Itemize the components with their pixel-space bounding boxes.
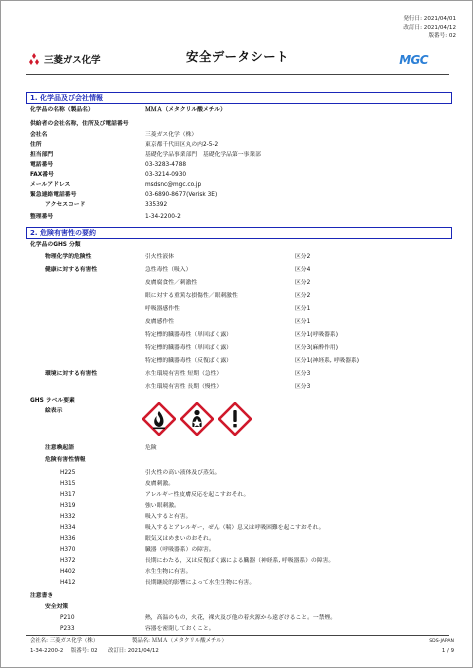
- classification-hazard: 急性毒性（吸入）: [145, 267, 192, 273]
- footer-reference: 1-34-2200-2: [30, 648, 64, 654]
- header-rule: [26, 74, 449, 75]
- hazard-code: H315: [60, 481, 76, 487]
- address-label: 住所: [30, 142, 42, 148]
- classification-category: 区分3: [295, 371, 311, 377]
- hazard-text: 水生生物に有害。: [145, 569, 192, 575]
- safety-measures-label: 安全対策: [45, 604, 69, 610]
- hazard-code: H336: [60, 536, 76, 542]
- logo-text: 三菱ガス化学: [44, 55, 101, 66]
- footer-company: 会社名: 三菱ガス化学（株）: [30, 638, 99, 644]
- classification-hazard: 眼に対する重篤な損傷性／眼刺激性: [145, 293, 238, 299]
- classification-hazard: 水生環境有害性 長期（慢性）: [145, 384, 223, 390]
- phone-label: 電話番号: [30, 162, 54, 168]
- precaution-code: P233: [60, 626, 75, 632]
- revision-date: 改訂日: 2021/04/12: [403, 24, 456, 31]
- hazard-text: 吸入するとアレルギー，ぜん（喘）息又は呼吸困難を起こすおそれ。: [145, 525, 325, 531]
- physical-hazard-group: 物理化学的危険性: [45, 254, 92, 260]
- hazard-code: H334: [60, 525, 76, 531]
- classification-hazard: 呼吸器感作性: [145, 306, 180, 312]
- address-value: 東京都千代田区丸の内2-5-2: [145, 142, 219, 148]
- ghs-classification-heading: 化学品のGHS 分類: [30, 242, 81, 248]
- reference-value: 1-34-2200-2: [145, 214, 181, 220]
- classification-category: 区分3(麻酔作用): [295, 345, 338, 351]
- hazard-code: H225: [60, 470, 76, 476]
- page-number: 1 / 9: [441, 648, 454, 654]
- issue-date: 発行日: 2021/04/01: [403, 16, 456, 22]
- classification-category: 区分1: [295, 306, 311, 312]
- document-title: 安全データシート: [185, 49, 290, 64]
- classification-category: 区分4: [295, 267, 311, 273]
- emergency-phone-value: 03-6890-8677(Verisk 3E): [145, 192, 218, 198]
- hazard-text: 臓器（呼吸器系）の障害。: [145, 547, 215, 553]
- classification-hazard: 皮膚感作性: [145, 319, 174, 325]
- health-hazard-pictogram-icon: [180, 402, 214, 436]
- signal-word-label: 注意喚起語: [45, 445, 74, 451]
- flame-pictogram-icon: [142, 402, 176, 436]
- classification-hazard: 特定標的臓器毒性（単回ばく露）: [145, 332, 232, 338]
- classification-hazard: 特定標的臓器毒性（反復ばく露）: [145, 358, 232, 364]
- reference-label: 整理番号: [30, 214, 54, 220]
- supplier-label: 供給者の会社名称，住所及び電話番号: [30, 121, 129, 127]
- hazard-code: H372: [60, 558, 76, 564]
- classification-category: 区分3: [295, 384, 311, 390]
- department-value: 基礎化学品事業部門 基礎化学品第一事業部: [145, 152, 261, 158]
- hazard-code: H370: [60, 547, 76, 553]
- classification-category: 区分2: [295, 254, 311, 260]
- access-code-value: 335392: [145, 202, 168, 208]
- precaution-text: 容器を密閉しておくこと。: [145, 626, 215, 632]
- email-label: メールアドレス: [30, 182, 71, 188]
- hazard-text: 眠気又はめまいのおそれ。: [145, 536, 215, 542]
- classification-category: 区分1(呼吸器系): [295, 332, 338, 338]
- hazard-code: H317: [60, 492, 76, 498]
- hazard-text: 強い眼刺激。: [145, 503, 180, 509]
- footer-rule: [26, 635, 449, 636]
- exclamation-pictogram-icon: [218, 402, 252, 436]
- hazard-code: H319: [60, 503, 76, 509]
- hazard-code: H332: [60, 514, 76, 520]
- email-value[interactable]: msdsnc@mgc.co.jp: [145, 182, 202, 188]
- environmental-hazard-group: 環境に対する有害性: [45, 371, 98, 377]
- fax-label: FAX番号: [30, 172, 54, 178]
- precaution-label: 注意書き: [30, 593, 54, 599]
- footer-edition: 版番号: 02: [71, 648, 98, 654]
- header-meta: [403, 15, 456, 41]
- precaution-code: P210: [60, 615, 75, 621]
- precaution-text: 熱，高温のもの，火花，裸火及び他の着火源から遠ざけること。一禁煙。: [145, 615, 337, 621]
- pictogram-row: [142, 402, 252, 436]
- classification-category: 区分1: [295, 319, 311, 325]
- company-value: 三菱ガス化学（株）: [145, 132, 198, 138]
- fax-value: 03-3214-0930: [145, 172, 187, 178]
- health-hazard-group: 健康に対する有害性: [45, 267, 98, 273]
- company-label: 会社名: [30, 132, 48, 138]
- hazard-info-label: 危険有害性情報: [45, 457, 86, 463]
- footer-sds-tag: SDS-JAPAN: [429, 639, 454, 644]
- hazard-text: 皮膚刺激。: [145, 481, 174, 487]
- edition-number: 版番号: 02: [428, 33, 456, 40]
- hazard-code: H412: [60, 580, 76, 586]
- product-name-value: ＭＭＡ（メタクリル酸メチル）: [145, 107, 226, 113]
- emergency-phone-label: 緊急連絡電話番号: [30, 192, 77, 198]
- hazard-text: アレルギー性皮膚反応を起こすおそれ。: [145, 492, 250, 498]
- hazard-text: 長期継続的影響によって水生生物に有害。: [145, 580, 256, 586]
- pictogram-label: 絵表示: [45, 408, 63, 414]
- classification-category: 区分1(神経系, 呼吸器系): [295, 358, 360, 364]
- department-label: 担当部門: [30, 152, 54, 158]
- phone-value: 03-3283-4788: [145, 162, 187, 168]
- classification-hazard: 皮膚腐食性／刺激性: [145, 280, 198, 286]
- product-name-label: 化学品の名称（製品名）: [30, 107, 94, 113]
- classification-hazard: 引火性液体: [145, 254, 174, 260]
- classification-category: 区分2: [295, 280, 311, 286]
- ghs-label-heading: GHS ラベル要素: [30, 398, 75, 404]
- footer-revision: 改訂日: 2021/04/12: [108, 648, 159, 654]
- section-1-header: 1. 化学品及び会社情報: [26, 92, 452, 104]
- hazard-text: 吸入すると有害。: [145, 514, 192, 520]
- signal-word-value: 危険: [145, 445, 157, 451]
- access-code-label: アクセスコード: [45, 202, 86, 208]
- hazard-text: 引火性の高い液体及び蒸気。: [145, 470, 221, 476]
- hazard-code: H402: [60, 569, 76, 575]
- classification-hazard: 水生環境有害性 短期（急性）: [145, 371, 223, 377]
- classification-hazard: 特定標的臓器毒性（単回ばく露）: [145, 345, 232, 351]
- section-2-header: 2. 危険有害性の要約: [26, 227, 452, 239]
- mgc-logo: MGC: [399, 53, 428, 67]
- hazard-text: 長期にわたる，又は反復ばく露による臓器（神経系, 呼吸器系）の障害。: [145, 558, 335, 564]
- footer-product: 製品名: ＭＭＡ（メタクリル酸メチル）: [132, 638, 227, 644]
- classification-category: 区分2: [295, 293, 311, 299]
